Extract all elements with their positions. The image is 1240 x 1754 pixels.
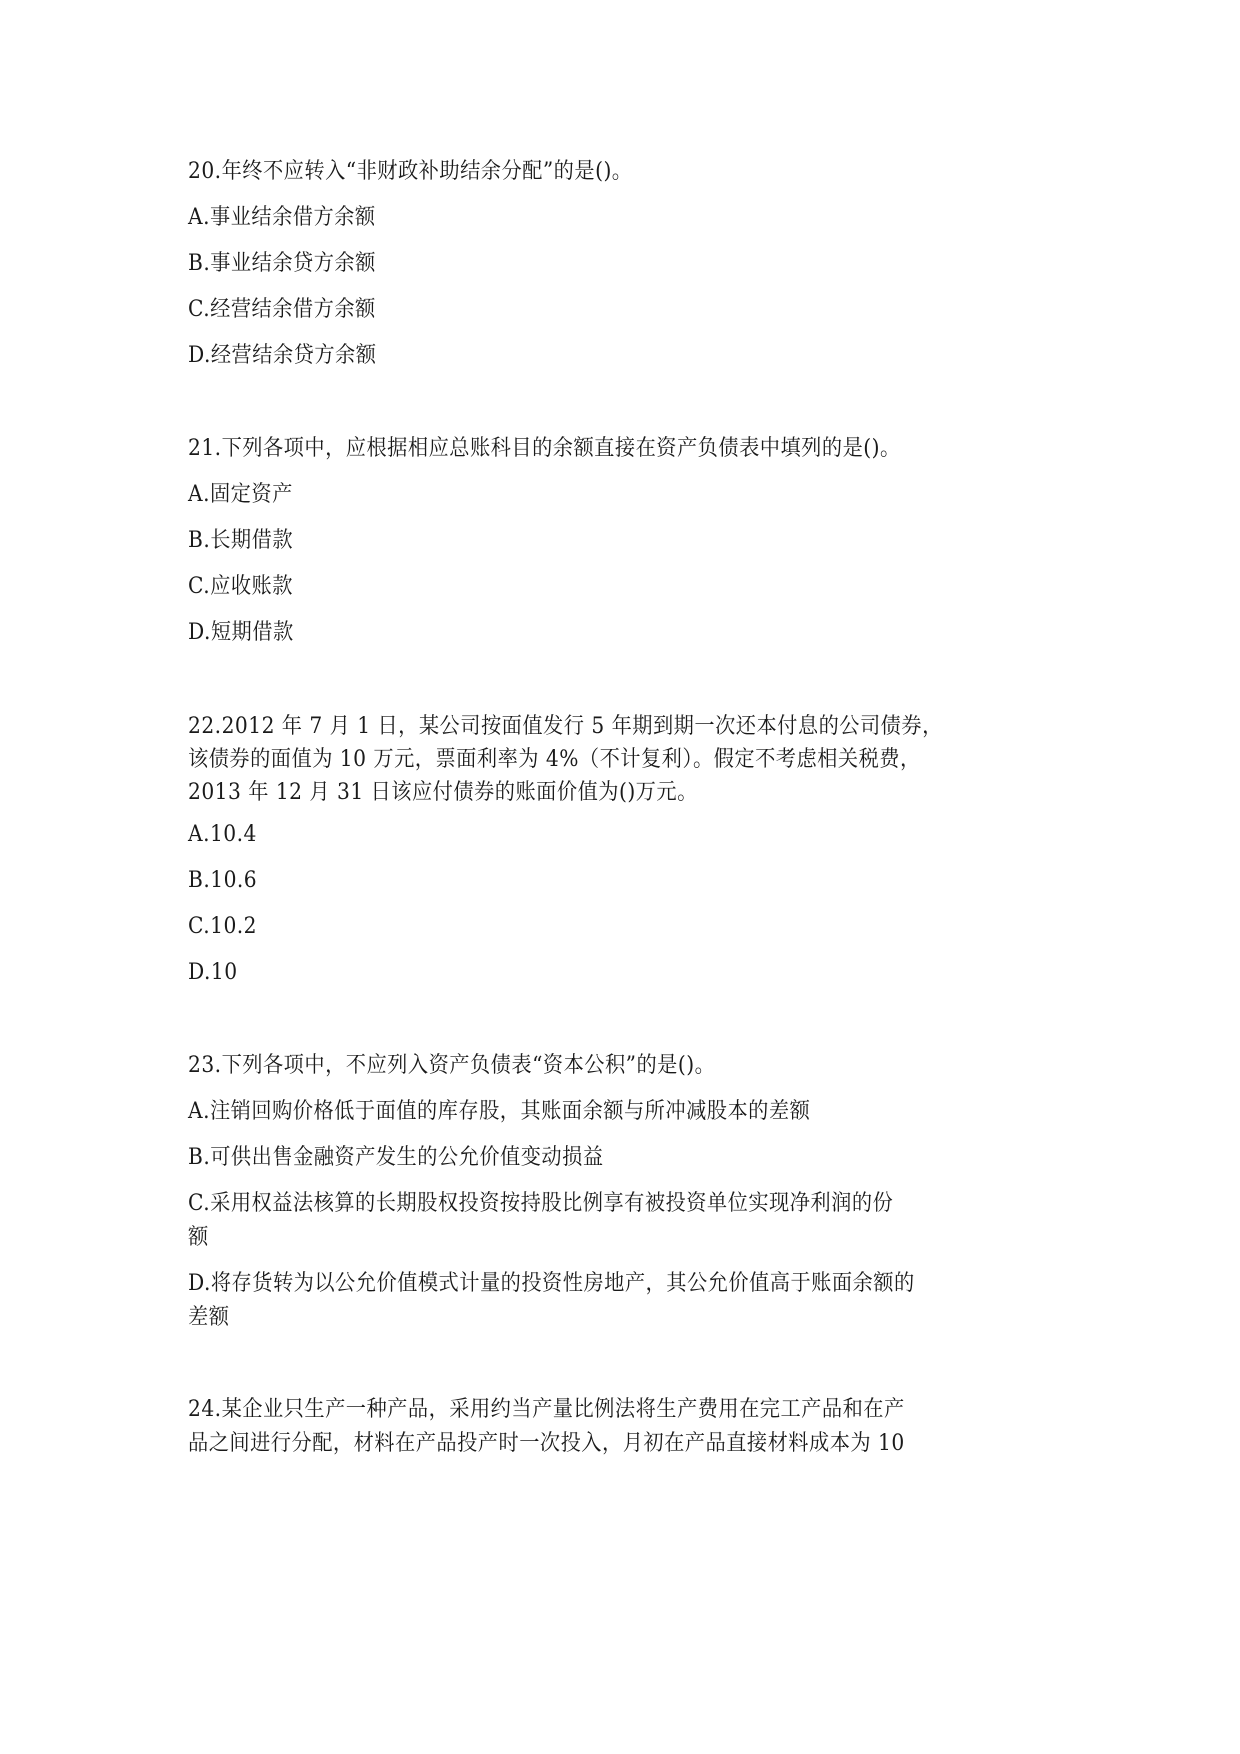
question-23-option-d-line-1: D.将存货转为以公允价值模式计量的投资性房地产，其公允价值高于账面余额的: [188, 1271, 915, 1296]
question-20-stem: 20.年终不应转入“非财政补助结余分配”的是()。: [188, 159, 633, 184]
question-24-stem-line-2: 品之间进行分配，材料在产品投产时一次投入，月初在产品直接材料成本为 10: [188, 1431, 905, 1456]
question-22-stem-line-2: 该债券的面值为 10 万元，票面利率为 4%（不计复利）。假定不考虑相关税费，: [188, 747, 921, 772]
question-22-option-b: B.10.6: [188, 868, 258, 893]
question-22-stem-line-3: 2013 年 12 月 31 日该应付债券的账面价值为()万元。: [188, 780, 698, 805]
question-23-option-a: A.注销回购价格低于面值的库存股，其账面余额与所冲减股本的差额: [188, 1099, 811, 1124]
question-24-stem-line-1: 24.某企业只生产一种产品，采用约当产量比例法将生产费用在完工产品和在产: [188, 1397, 905, 1422]
question-21-option-a: A.固定资产: [188, 482, 293, 507]
question-23-option-d-line-2: 差额: [188, 1305, 230, 1330]
question-21-option-c: C.应收账款: [188, 574, 293, 599]
question-22-option-d: D.10: [188, 960, 238, 985]
question-23-option-c-line-1: C.采用权益法核算的长期股权投资按持股比例享有被投资单位实现净利润的份: [188, 1191, 894, 1216]
question-23-option-b: B.可供出售金融资产发生的公允价值变动损益: [188, 1145, 604, 1170]
question-20-option-a: A.事业结余借方余额: [188, 205, 376, 230]
question-20-option-d: D.经营结余贷方余额: [188, 343, 377, 368]
question-21-option-d: D.短期借款: [188, 620, 294, 645]
question-22-stem-line-1: 22.2012 年 7 月 1 日，某公司按面值发行 5 年期到期一次还本付息的公司债券，: [188, 714, 943, 739]
question-20-option-b: B.事业结余贷方余额: [188, 251, 376, 276]
question-23-option-c-line-2: 额: [188, 1225, 209, 1250]
question-23-stem: 23.下列各项中，不应列入资产负债表“资本公积”的是()。: [188, 1053, 716, 1078]
question-22-option-c: C.10.2: [188, 914, 258, 939]
question-21-stem: 21.下列各项中，应根据相应总账科目的余额直接在资产负债表中填列的是()。: [188, 436, 901, 461]
question-21-option-b: B.长期借款: [188, 528, 294, 553]
question-20-option-c: C.经营结余借方余额: [188, 297, 376, 322]
question-22-option-a: A.10.4: [188, 822, 257, 847]
